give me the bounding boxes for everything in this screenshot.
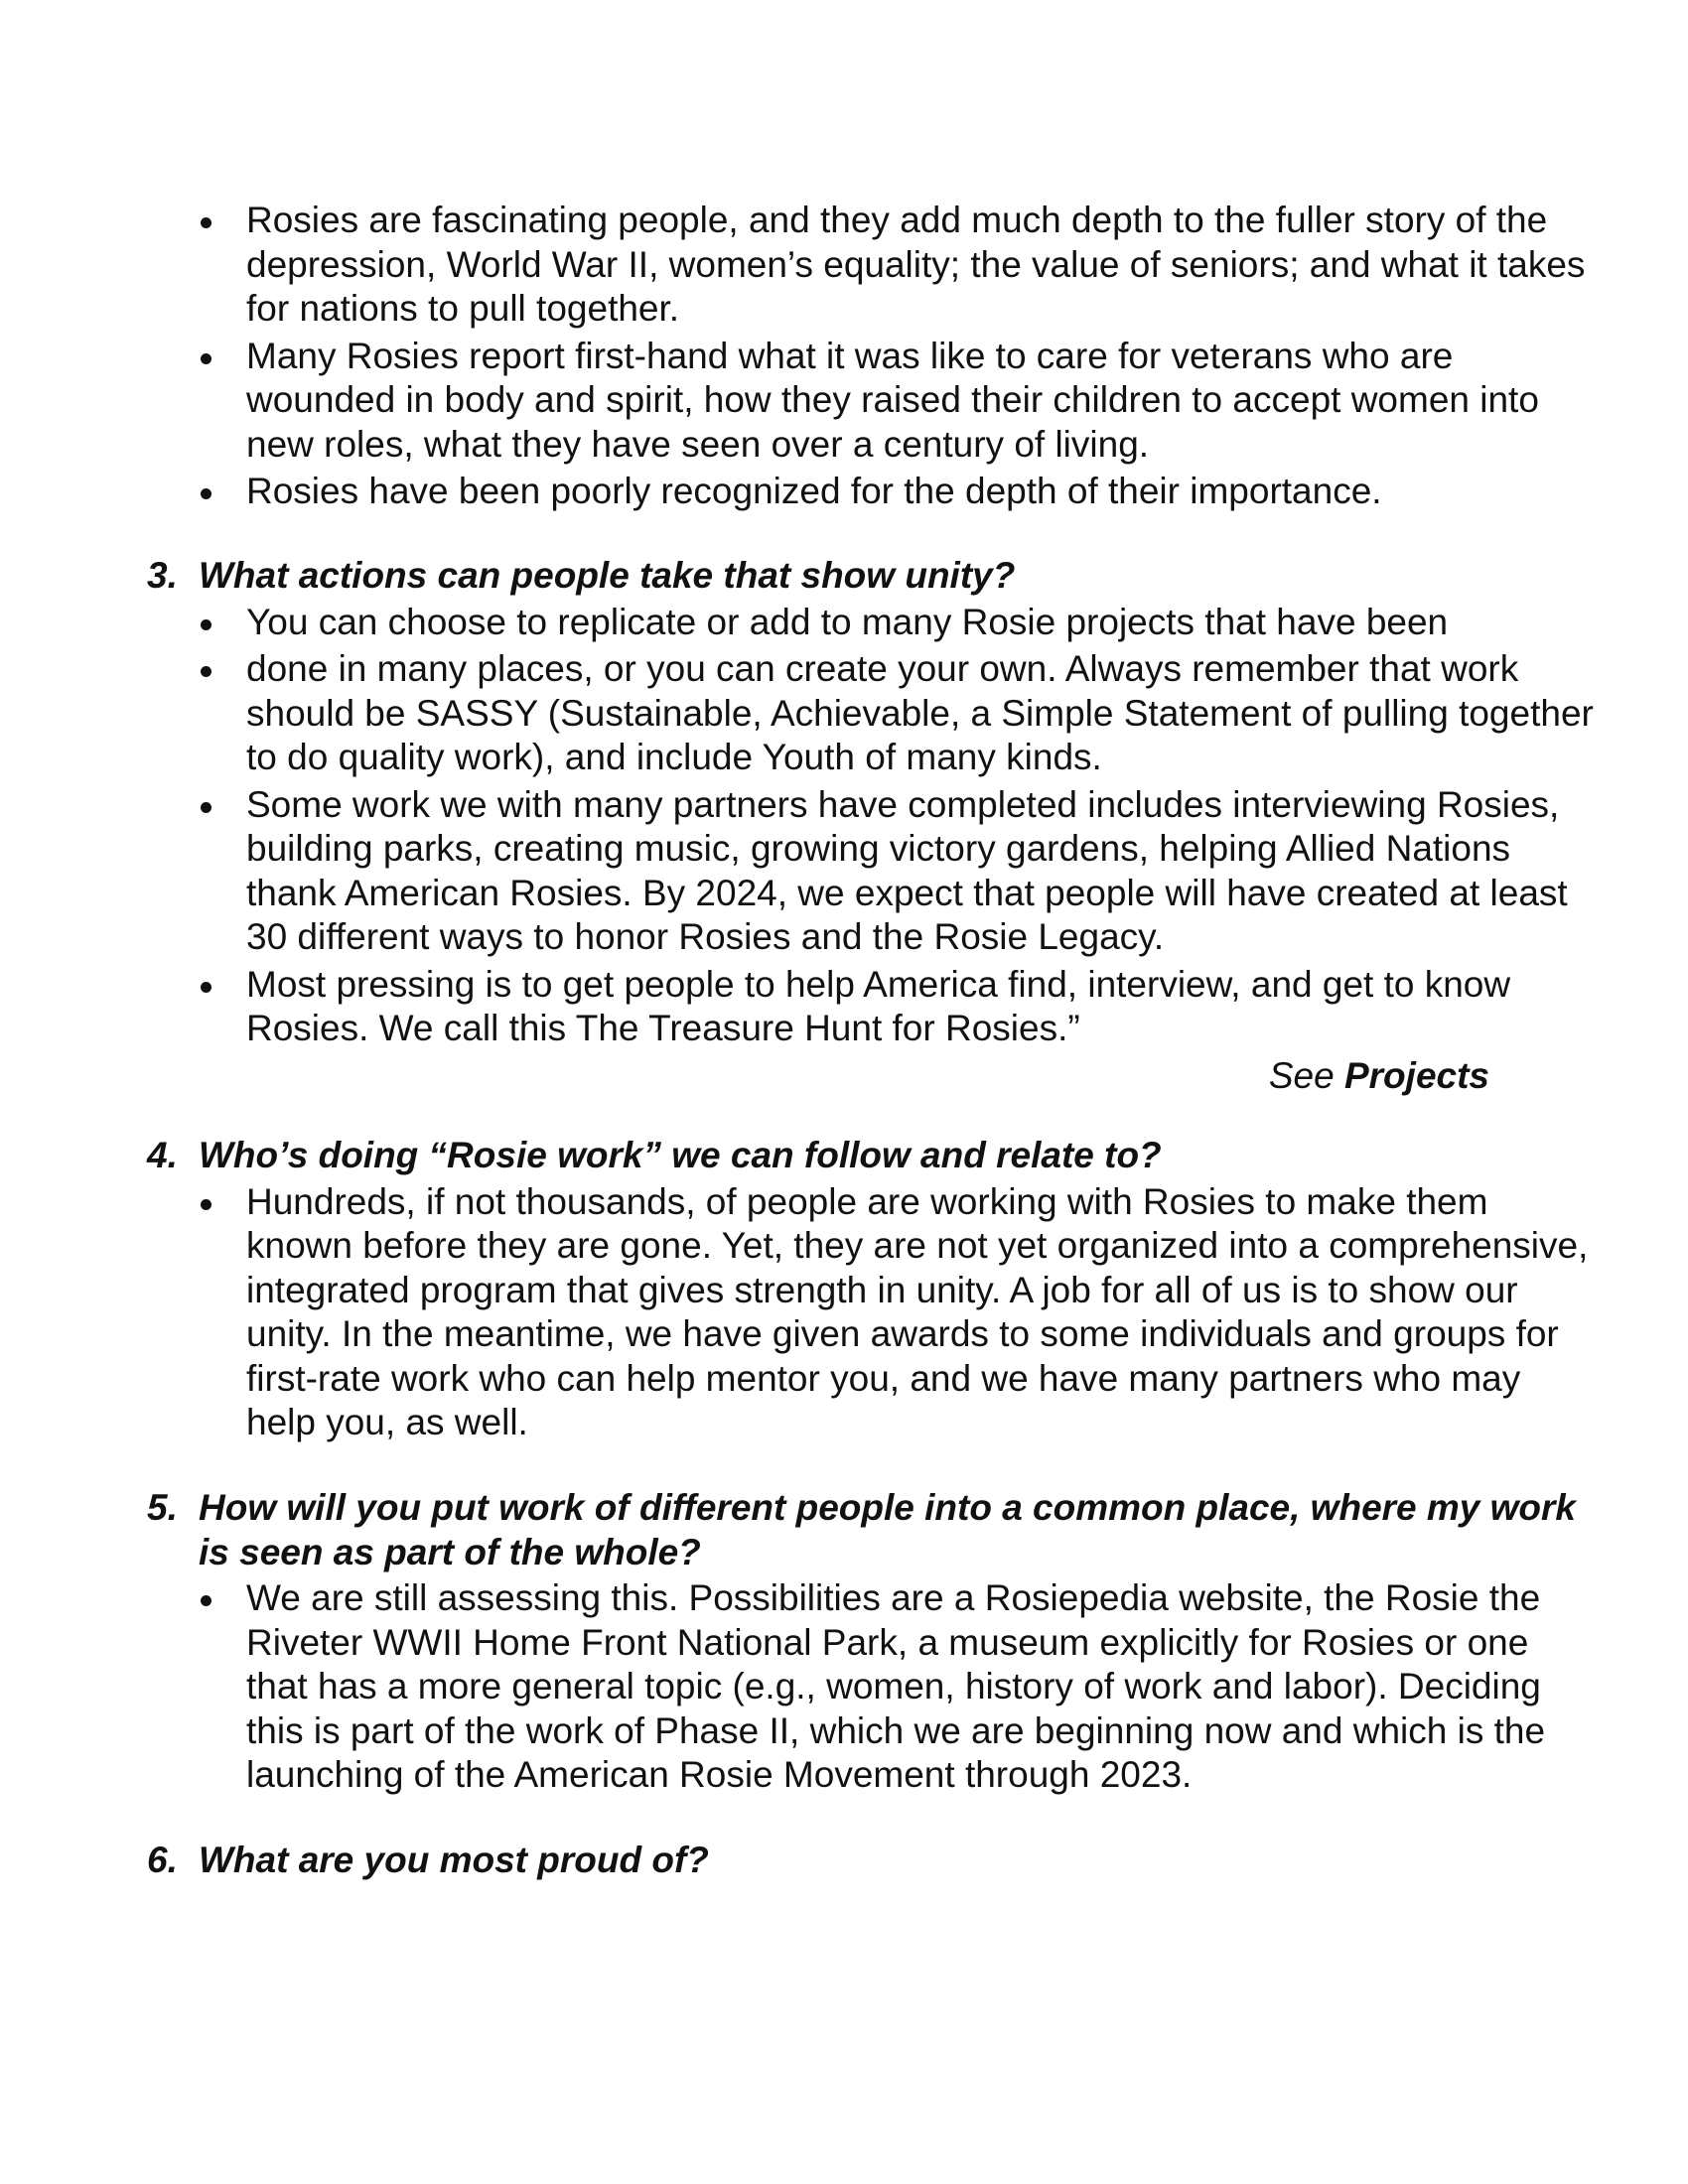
bullet-item: You can choose to replicate or add to many Rosie projects that have been [147,601,1597,645]
question-4-heading [147,1134,1597,1178]
question-5-section [147,1486,1597,1801]
question-text: What actions can people take that show unity? [199,555,1016,596]
question-text: What are you most proud of? [199,1840,709,1880]
question-text: Who’s doing “Rosie work” we can follow and relate to? [199,1135,1162,1175]
bullet-item: Hundreds, if not thousands, of people are working with Rosies to make them known before they are gone. Yet, they are not yet organized into a comprehensive, integrated program that gives strength in unity. A job for all of us is to show our unity. In the meantime, we have given awards to some individuals and groups for first-rate work who can help mentor you, and we have many partners who may help you, as well. [147,1180,1597,1445]
question-3-heading [147,554,1597,599]
question-3-section [147,554,1597,1098]
question-5-heading [147,1486,1597,1574]
question-number: 5. [147,1487,178,1528]
question-6-section [147,1839,1597,1885]
bullet-item: Many Rosies report first-hand what it was like to care for veterans who are wounded in body and spirit, how they raised their children to accept women into new roles, what they have seen over a century of living. [147,335,1597,468]
question-4-section [147,1134,1597,1448]
question-4-bullet-list [147,1180,1597,1445]
bullet-item: Some work we with many partners have completed includes interviewing Rosies, building parks, creating music, growing victory gardens, helping Allied Nations thank American Rosies. By 2024, we expect that people will have created at least 30 different ways to honor Rosies and the Rosie Legacy. [147,783,1597,960]
question-number: 3. [147,555,178,596]
intro-section [147,199,1597,517]
question-5-bullet-list [147,1576,1597,1798]
see-projects-link[interactable]: Projects [1343,1054,1489,1096]
bullet-item: Rosies have been poorly recognized for the depth of their importance. [147,470,1597,514]
bullet-item: Rosies are fascinating people, and they add much depth to the fuller story of the depression, World War II, women’s equality; the value of seniors; and what it takes for nations to pull together. [147,199,1597,332]
question-3-bullet-list [147,601,1597,1051]
see-reference [147,1054,1597,1099]
bullet-item: done in many places, or you can create your own. Always remember that work should be SASSY (Sustainable, Achievable, a Simple Statement of pulling together to do quality work), and include Youth of many kinds. [147,647,1597,780]
bullet-item: We are still assessing this. Possibilities are a Rosiepedia website, the Rosie the Riveter WWII Home Front National Park, a museum explicitly for Rosies or one that has a more general topic (e.g., women, history of work and labor). Deciding this is part of the work of Phase II, which we are beginning now and which is the launching of the American Rosie Movement through 2023. [147,1576,1597,1798]
question-6-heading [147,1839,1597,1883]
question-number: 6. [147,1840,178,1880]
question-number: 4. [147,1135,178,1175]
see-prefix: See [1268,1054,1335,1096]
bullet-item: Most pressing is to get people to help America find, interview, and get to know Rosies. We call this The Treasure Hunt for Rosies.” [147,963,1597,1051]
intro-bullet-list [147,199,1597,514]
question-text: How will you put work of different people into a common place, where my work is seen as part of the whole? [199,1487,1577,1572]
